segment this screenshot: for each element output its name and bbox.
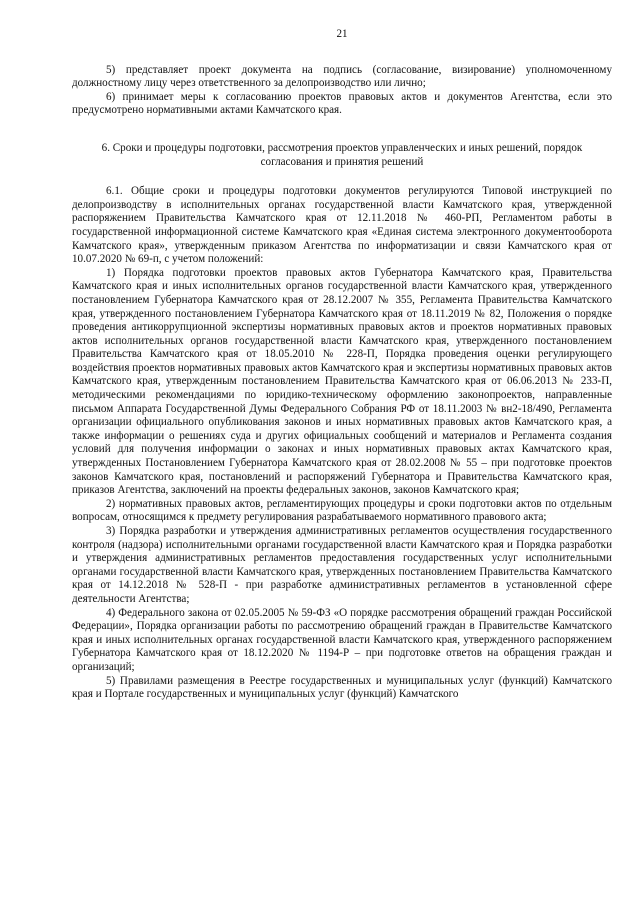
paragraph-list-3: 3) Порядка разработки и утверждения административных регламентов осуществления государственного контроля (надзора) исполнительными органами государственной власти Камчатского края и Порядка разработки и утверждения административных регламентов предоставления государственных услуг исполнительными органами государственной власти Камчатского края, утвержденных постановлением Правительства Камчатского края от 14.12.2018 № 528-П - при разработке административных регламентов в установленной сфере деятельности Агентства;: [72, 525, 612, 605]
paragraph-item-5: 5) представляет проект документа на подпись (согласование, визирование) уполномоченному должностному лицу через ответственного за делопроизводство или лично;: [72, 63, 612, 90]
paragraph-item-6: 6) принимает меры к согласованию проектов правовых актов и документов Агентства, если это предусмотрено нормативными актами Камчатского края.: [72, 90, 612, 117]
paragraph-list-2: 2) нормативных правовых актов, регламентирующих процедуры и сроки подготовки актов по отдельным вопросам, относящимся к предмету регулирования разрабатываемого нормативного правового акта;: [72, 497, 612, 524]
page-number: 21: [336, 28, 348, 40]
section-heading: 6. Сроки и процедуры подготовки, рассмотрения проектов управленческих и иных решений, порядок согласования и принятия решений: [101, 141, 583, 168]
paragraph-list-5: 5) Правилами размещения в Реестре государственных и муниципальных услуг (функций) Камчатского края и Портале государственных и муниципальных услуг (функций) Камчатского: [72, 674, 612, 701]
paragraph-list-1: 1) Порядка подготовки проектов правовых актов Губернатора Камчатского края, Правительства Камчатского края и иных исполнительных органов государственной власти Камчатского края, утвержденного постановлением Губернатора Камчатского края от 28.12.2007 № 355, Регламента Правительства Камчатского края, утвержденного постановлением Губернатора Камчатского края от 18.11.2019 № 82, Положения о порядке проведения антикоррупционной экспертизы нормативных правовых актов и проектов нормативных правовых актов исполнительных органов государственной власти Камчатского края, утвержденного постановлением Правительства Камчатского края от 18.05.2010 № 228-П, Порядка проведения оценки регулирующего воздействия проектов нормативных правовых актов Камчатского края и экспертизы нормативных правовых актов Камчатского края, утвержденным постановлением Правительства Камчатского края от 06.06.2013 № 233-П, методическими рекомендациями по юридико-техническому оформлению законопроектов, направленные письмом Аппарата Государственной Думы Федерального Собрания РФ от 18.11.2003 № вн2-18/490, Регламента организации официального опубликования законов и иных нормативных правовых актов Камчатского края, а также информации о решениях суда и других официальных сообщений и материалов и Регламента создания условий для получения информации о законах и иных нормативных правовых актах Камчатского края, утвержденных Постановлением Губернатора Камчатского края от 28.02.2008 № 55 – при подготовке проектов законов Камчатского края, постановлений и распоряжений Губернатора и Правительства Камчатского края, приказов Агентства, заключений на проекты федеральных законов, законов Камчатского края;: [72, 266, 612, 497]
paragraph-6-1: 6.1. Общие сроки и процедуры подготовки документов регулируются Типовой инструкцией по делопроизводству в исполнительных органах государственной власти Камчатского края, утвержденной распоряжением Правительства Камчатского края от 12.11.2018 № 460-РП, Регламентом работы в государственной информационной системе Камчатского края «Единая система электронного документооборота Камчатского края», утвержденным приказом Агентства по информатизации и связи Камчатского края от 10.07.2020 № 69-п, с учетом положений:: [72, 185, 612, 266]
paragraph-list-4: 4) Федерального закона от 02.05.2005 № 59-ФЗ «О порядке рассмотрения обращений граждан Российской Федерации», Порядка организации работы по рассмотрению обращений граждан в Правительстве Камчатского края и иных исполнительных органах государственной власти Камчатского края, утвержденного распоряжением Губернатора Камчатского края от 18.12.2020 № 1194-Р – при подготовке ответов на обращения граждан и организаций;: [72, 606, 612, 673]
